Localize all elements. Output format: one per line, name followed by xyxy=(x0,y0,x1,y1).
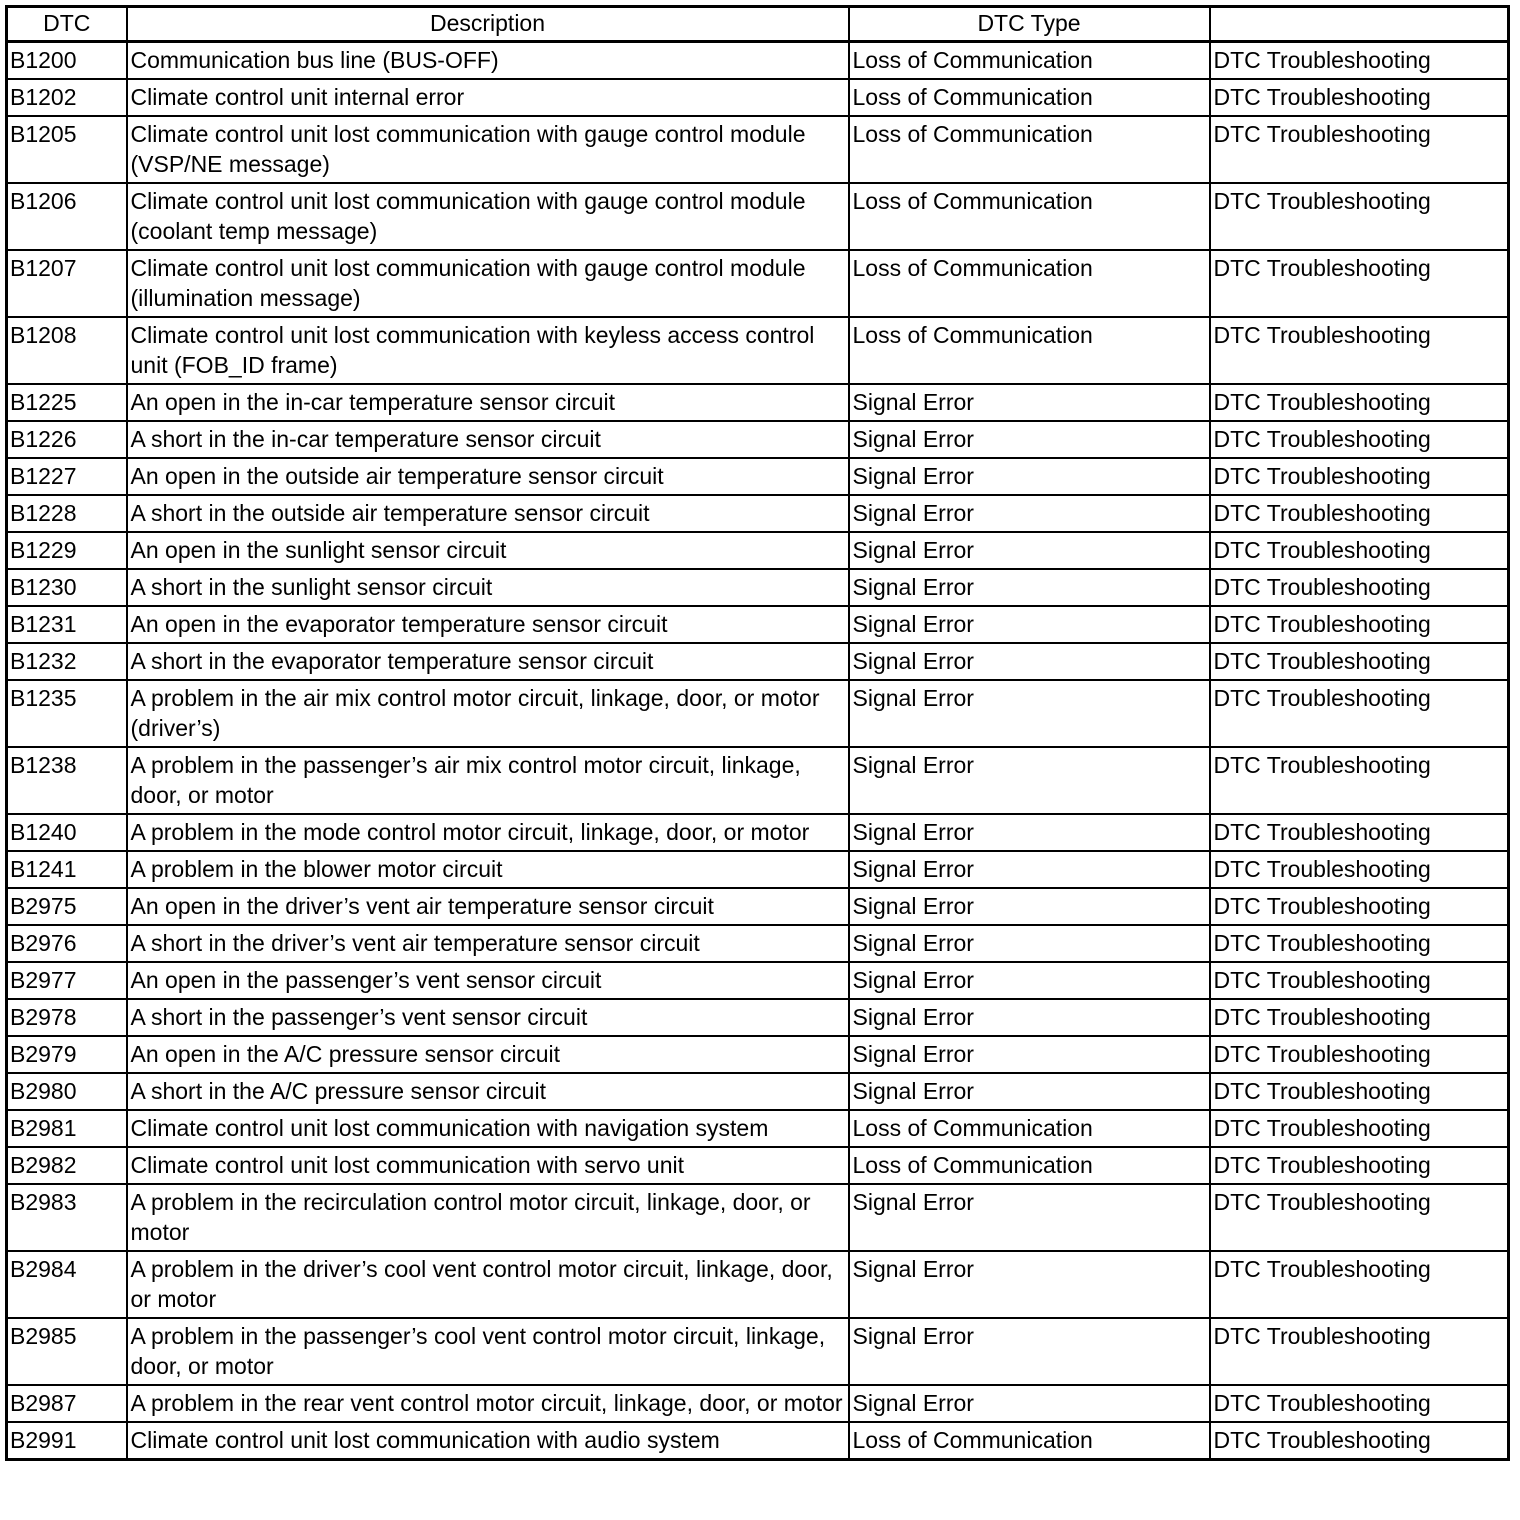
table-row xyxy=(7,1318,1509,1385)
description-cell: An open in the driver’s vent air temperature sensor circuit xyxy=(127,888,849,925)
troubleshooting-link-cell: DTC Troubleshooting xyxy=(1210,1318,1509,1385)
dtc-type-cell: Signal Error xyxy=(849,1251,1210,1318)
dtc-type-cell: Signal Error xyxy=(849,569,1210,606)
description-cell: Climate control unit lost communication with servo unit xyxy=(127,1147,849,1184)
troubleshooting-link-cell: DTC Troubleshooting xyxy=(1210,1422,1509,1460)
table-row xyxy=(7,569,1509,606)
table-row xyxy=(7,1036,1509,1073)
troubleshooting-link-cell: DTC Troubleshooting xyxy=(1210,458,1509,495)
dtc-type-cell: Signal Error xyxy=(849,532,1210,569)
troubleshooting-link-cell: DTC Troubleshooting xyxy=(1210,1184,1509,1251)
description-cell: An open in the outside air temperature sensor circuit xyxy=(127,458,849,495)
troubleshooting-link-cell: DTC Troubleshooting xyxy=(1210,1251,1509,1318)
description-cell: A short in the sunlight sensor circuit xyxy=(127,569,849,606)
dtc-code-cell: B1206 xyxy=(7,183,127,250)
troubleshooting-link-cell: DTC Troubleshooting xyxy=(1210,116,1509,183)
dtc-type-cell: Signal Error xyxy=(849,384,1210,421)
troubleshooting-link-cell: DTC Troubleshooting xyxy=(1210,888,1509,925)
dtc-code-cell: B1235 xyxy=(7,680,127,747)
dtc-type-cell: Signal Error xyxy=(849,851,1210,888)
troubleshooting-link-cell: DTC Troubleshooting xyxy=(1210,384,1509,421)
table-row xyxy=(7,458,1509,495)
troubleshooting-link-cell: DTC Troubleshooting xyxy=(1210,1110,1509,1147)
table-row xyxy=(7,116,1509,183)
dtc-code-cell: B1226 xyxy=(7,421,127,458)
table-row xyxy=(7,747,1509,814)
dtc-code-cell: B1228 xyxy=(7,495,127,532)
description-cell: A short in the passenger’s vent sensor circuit xyxy=(127,999,849,1036)
table-row xyxy=(7,814,1509,851)
description-cell: Climate control unit lost communication with gauge control module (VSP/NE message) xyxy=(127,116,849,183)
troubleshooting-link-cell: DTC Troubleshooting xyxy=(1210,183,1509,250)
table-row xyxy=(7,183,1509,250)
troubleshooting-link-cell: DTC Troubleshooting xyxy=(1210,814,1509,851)
dtc-type-cell: Signal Error xyxy=(849,888,1210,925)
dtc-code-cell: B2977 xyxy=(7,962,127,999)
dtc-type-cell: Loss of Communication xyxy=(849,1422,1210,1460)
table-row xyxy=(7,925,1509,962)
table-row xyxy=(7,1073,1509,1110)
description-cell: A problem in the driver’s cool vent control motor circuit, linkage, door, or motor xyxy=(127,1251,849,1318)
table-row xyxy=(7,1385,1509,1422)
table-body xyxy=(7,42,1509,1460)
dtc-code-cell: B1205 xyxy=(7,116,127,183)
troubleshooting-link-cell: DTC Troubleshooting xyxy=(1210,999,1509,1036)
dtc-type-cell: Signal Error xyxy=(849,1385,1210,1422)
description-cell: A problem in the air mix control motor circuit, linkage, door, or motor (driver’s) xyxy=(127,680,849,747)
dtc-code-cell: B2991 xyxy=(7,1422,127,1460)
table-row xyxy=(7,421,1509,458)
dtc-type-cell: Signal Error xyxy=(849,458,1210,495)
description-cell: A short in the in-car temperature sensor circuit xyxy=(127,421,849,458)
description-cell: A problem in the mode control motor circuit, linkage, door, or motor xyxy=(127,814,849,851)
table-row xyxy=(7,851,1509,888)
troubleshooting-link-cell: DTC Troubleshooting xyxy=(1210,643,1509,680)
dtc-type-cell: Signal Error xyxy=(849,962,1210,999)
table-row xyxy=(7,1422,1509,1460)
description-cell: An open in the A/C pressure sensor circuit xyxy=(127,1036,849,1073)
dtc-type-cell: Loss of Communication xyxy=(849,116,1210,183)
table-header-row xyxy=(7,7,1509,42)
dtc-type-cell: Signal Error xyxy=(849,606,1210,643)
dtc-code-cell: B2982 xyxy=(7,1147,127,1184)
table-row xyxy=(7,680,1509,747)
dtc-table xyxy=(5,5,1510,1461)
table-row xyxy=(7,79,1509,116)
troubleshooting-link-cell: DTC Troubleshooting xyxy=(1210,1147,1509,1184)
description-cell: An open in the sunlight sensor circuit xyxy=(127,532,849,569)
dtc-type-cell: Signal Error xyxy=(849,747,1210,814)
description-cell: An open in the in-car temperature sensor circuit xyxy=(127,384,849,421)
troubleshooting-link-cell: DTC Troubleshooting xyxy=(1210,317,1509,384)
troubleshooting-link-cell: DTC Troubleshooting xyxy=(1210,851,1509,888)
description-cell: Climate control unit lost communication with navigation system xyxy=(127,1110,849,1147)
table-row xyxy=(7,643,1509,680)
description-cell: A short in the outside air temperature sensor circuit xyxy=(127,495,849,532)
troubleshooting-link-cell: DTC Troubleshooting xyxy=(1210,1073,1509,1110)
table-row xyxy=(7,1251,1509,1318)
dtc-code-cell: B1229 xyxy=(7,532,127,569)
dtc-type-cell: Signal Error xyxy=(849,643,1210,680)
description-cell: A short in the driver’s vent air temperature sensor circuit xyxy=(127,925,849,962)
description-cell: A short in the evaporator temperature sensor circuit xyxy=(127,643,849,680)
description-cell: Communication bus line (BUS-OFF) xyxy=(127,42,849,80)
description-cell: A problem in the passenger’s cool vent control motor circuit, linkage, door, or motor xyxy=(127,1318,849,1385)
description-cell: Climate control unit lost communication with audio system xyxy=(127,1422,849,1460)
dtc-code-cell: B2985 xyxy=(7,1318,127,1385)
description-cell: Climate control unit lost communication with keyless access control unit (FOB_ID frame) xyxy=(127,317,849,384)
table-row xyxy=(7,888,1509,925)
dtc-type-cell: Signal Error xyxy=(849,1036,1210,1073)
description-cell: A problem in the blower motor circuit xyxy=(127,851,849,888)
description-cell: Climate control unit lost communication with gauge control module (coolant temp message) xyxy=(127,183,849,250)
description-cell: A problem in the passenger’s air mix control motor circuit, linkage, door, or motor xyxy=(127,747,849,814)
dtc-type-cell: Signal Error xyxy=(849,1318,1210,1385)
dtc-code-cell: B1227 xyxy=(7,458,127,495)
troubleshooting-link-cell: DTC Troubleshooting xyxy=(1210,1036,1509,1073)
description-cell: Climate control unit internal error xyxy=(127,79,849,116)
description-cell: An open in the evaporator temperature sensor circuit xyxy=(127,606,849,643)
table-row xyxy=(7,999,1509,1036)
troubleshooting-link-cell: DTC Troubleshooting xyxy=(1210,1385,1509,1422)
table-row xyxy=(7,532,1509,569)
troubleshooting-link-cell: DTC Troubleshooting xyxy=(1210,962,1509,999)
dtc-code-cell: B2981 xyxy=(7,1110,127,1147)
dtc-code-cell: B1208 xyxy=(7,317,127,384)
dtc-type-cell: Signal Error xyxy=(849,1184,1210,1251)
troubleshooting-link-cell: DTC Troubleshooting xyxy=(1210,79,1509,116)
table-row xyxy=(7,1184,1509,1251)
table-row xyxy=(7,1110,1509,1147)
table-row xyxy=(7,384,1509,421)
table-row xyxy=(7,317,1509,384)
table-row xyxy=(7,1147,1509,1184)
dtc-type-cell: Loss of Communication xyxy=(849,317,1210,384)
troubleshooting-link-cell: DTC Troubleshooting xyxy=(1210,569,1509,606)
troubleshooting-link-cell: DTC Troubleshooting xyxy=(1210,747,1509,814)
dtc-type-cell: Loss of Communication xyxy=(849,42,1210,80)
dtc-code-cell: B1241 xyxy=(7,851,127,888)
dtc-code-cell: B2978 xyxy=(7,999,127,1036)
header-dtc: DTC xyxy=(7,7,127,42)
dtc-code-cell: B1231 xyxy=(7,606,127,643)
dtc-type-cell: Signal Error xyxy=(849,1073,1210,1110)
description-cell: A problem in the rear vent control motor circuit, linkage, door, or motor xyxy=(127,1385,849,1422)
table-row xyxy=(7,962,1509,999)
dtc-code-cell: B1238 xyxy=(7,747,127,814)
troubleshooting-link-cell: DTC Troubleshooting xyxy=(1210,532,1509,569)
table-row xyxy=(7,606,1509,643)
dtc-type-cell: Loss of Communication xyxy=(849,79,1210,116)
dtc-type-cell: Signal Error xyxy=(849,814,1210,851)
description-cell: A problem in the recirculation control motor circuit, linkage, door, or motor xyxy=(127,1184,849,1251)
dtc-code-cell: B1240 xyxy=(7,814,127,851)
table-row xyxy=(7,42,1509,80)
troubleshooting-link-cell: DTC Troubleshooting xyxy=(1210,925,1509,962)
header-reference xyxy=(1210,7,1509,42)
description-cell: Climate control unit lost communication with gauge control module (illumination message) xyxy=(127,250,849,317)
header-dtc-type: DTC Type xyxy=(849,7,1210,42)
dtc-code-cell: B2980 xyxy=(7,1073,127,1110)
dtc-type-cell: Loss of Communication xyxy=(849,1147,1210,1184)
table-row xyxy=(7,495,1509,532)
troubleshooting-link-cell: DTC Troubleshooting xyxy=(1210,250,1509,317)
dtc-code-cell: B2984 xyxy=(7,1251,127,1318)
dtc-code-cell: B1200 xyxy=(7,42,127,80)
table-row xyxy=(7,250,1509,317)
dtc-type-cell: Loss of Communication xyxy=(849,1110,1210,1147)
dtc-code-cell: B1230 xyxy=(7,569,127,606)
dtc-code-cell: B2975 xyxy=(7,888,127,925)
troubleshooting-link-cell: DTC Troubleshooting xyxy=(1210,421,1509,458)
dtc-code-cell: B2979 xyxy=(7,1036,127,1073)
description-cell: An open in the passenger’s vent sensor circuit xyxy=(127,962,849,999)
dtc-code-cell: B1225 xyxy=(7,384,127,421)
dtc-code-cell: B1207 xyxy=(7,250,127,317)
description-cell: A short in the A/C pressure sensor circuit xyxy=(127,1073,849,1110)
dtc-code-cell: B1202 xyxy=(7,79,127,116)
dtc-code-cell: B1232 xyxy=(7,643,127,680)
dtc-code-cell: B2983 xyxy=(7,1184,127,1251)
troubleshooting-link-cell: DTC Troubleshooting xyxy=(1210,606,1509,643)
dtc-type-cell: Loss of Communication xyxy=(849,250,1210,317)
dtc-type-cell: Signal Error xyxy=(849,495,1210,532)
header-description: Description xyxy=(127,7,849,42)
dtc-type-cell: Signal Error xyxy=(849,421,1210,458)
troubleshooting-link-cell: DTC Troubleshooting xyxy=(1210,42,1509,80)
dtc-type-cell: Signal Error xyxy=(849,925,1210,962)
dtc-code-cell: B2987 xyxy=(7,1385,127,1422)
troubleshooting-link-cell: DTC Troubleshooting xyxy=(1210,495,1509,532)
dtc-code-cell: B2976 xyxy=(7,925,127,962)
dtc-type-cell: Signal Error xyxy=(849,680,1210,747)
dtc-type-cell: Signal Error xyxy=(849,999,1210,1036)
troubleshooting-link-cell: DTC Troubleshooting xyxy=(1210,680,1509,747)
dtc-type-cell: Loss of Communication xyxy=(849,183,1210,250)
